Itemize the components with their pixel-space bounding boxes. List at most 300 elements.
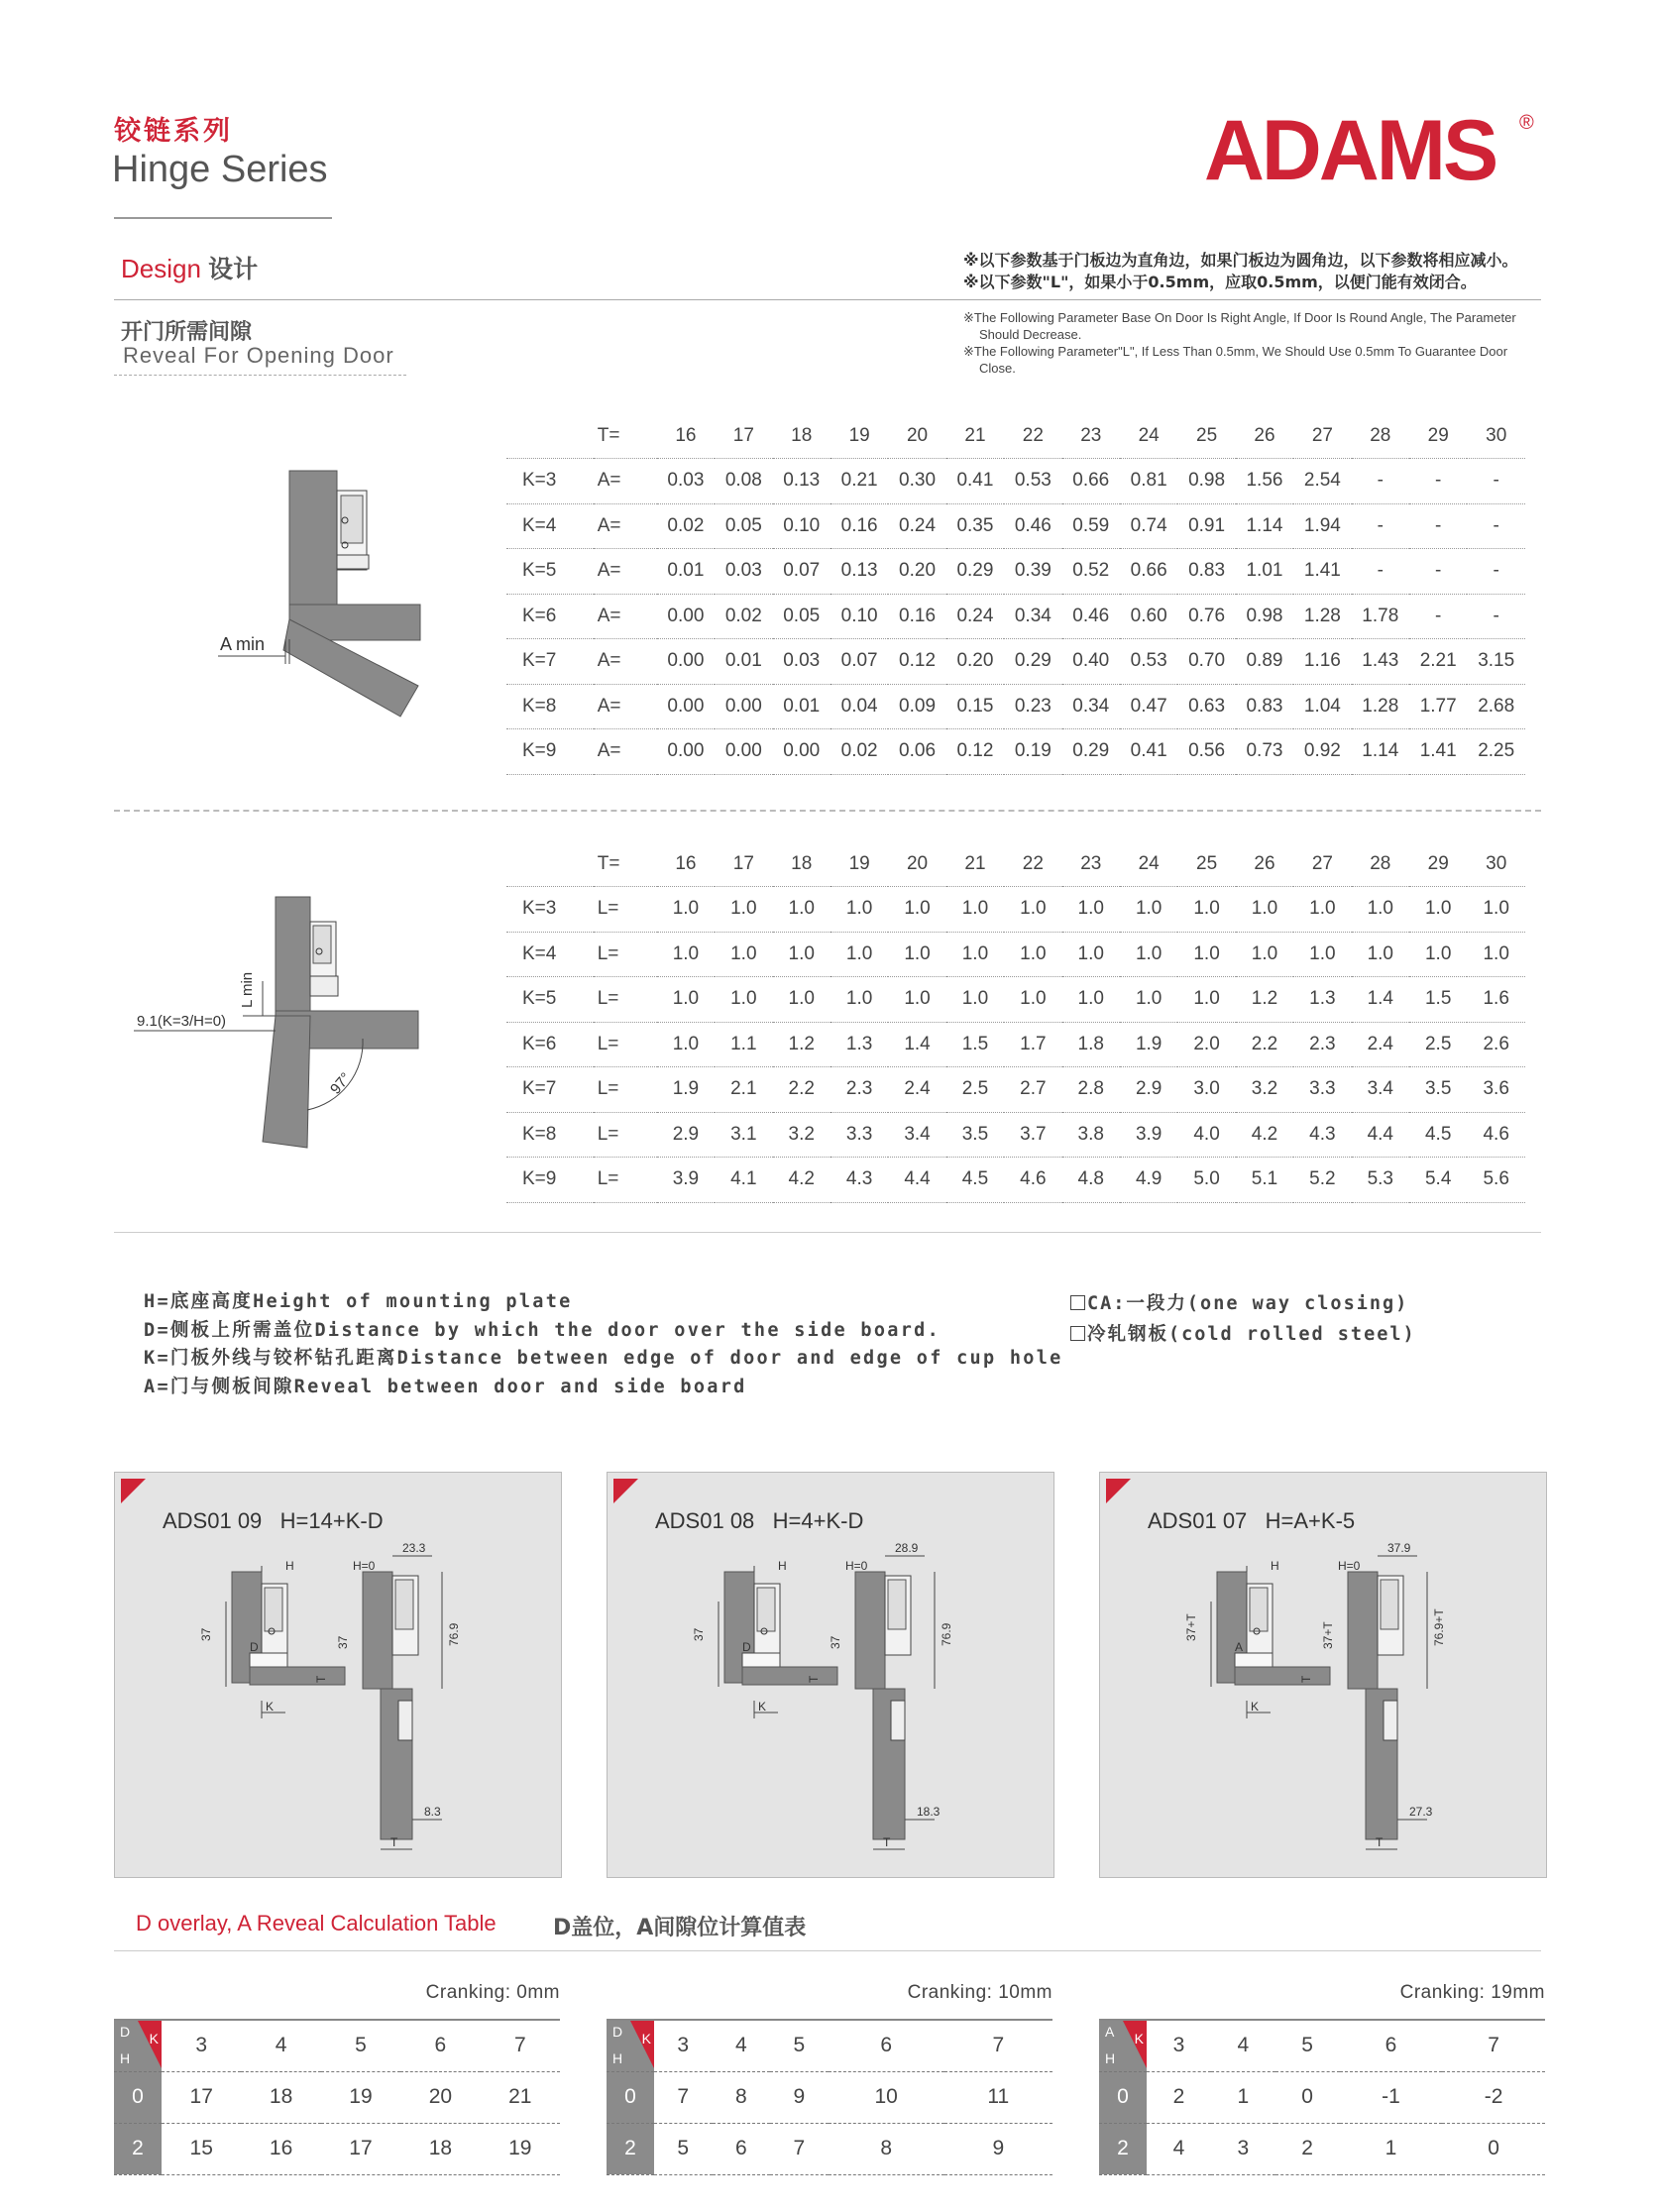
table-cell: 2.3 — [1293, 1022, 1351, 1067]
calc-cell: 1 — [1340, 2123, 1443, 2174]
table-cell: 0.09 — [888, 684, 945, 729]
table-row — [506, 1022, 1525, 1067]
dashed-separator — [114, 810, 1541, 812]
k-value: 4 — [241, 2020, 320, 2071]
calc-cell: 21 — [481, 2071, 560, 2123]
table-cell: 0.46 — [1004, 503, 1061, 549]
table-cell: 4.8 — [1062, 1158, 1120, 1203]
t-value: 20 — [888, 413, 945, 459]
table-cell: 2.2 — [773, 1067, 830, 1113]
h-value: 0 — [1099, 2071, 1147, 2123]
t-value: 25 — [1177, 413, 1235, 459]
table-cell: - — [1467, 549, 1525, 595]
calc-cell: 17 — [321, 2123, 400, 2174]
table-cell: 2.1 — [715, 1067, 772, 1113]
table-cell: 1.0 — [657, 1022, 715, 1067]
label-angle: 97° — [327, 1069, 355, 1098]
table-cell: 2.4 — [1352, 1022, 1409, 1067]
table-cell: 3.5 — [946, 1112, 1004, 1158]
table-cell: 4.2 — [1236, 1112, 1293, 1158]
k-label: K=4 — [506, 503, 594, 549]
calc-table — [114, 1982, 560, 2175]
table-row — [506, 503, 1525, 549]
corner-label-bottom: H — [612, 2050, 623, 2066]
table-cell: - — [1467, 594, 1525, 639]
k-value: 3 — [654, 2020, 713, 2071]
table-cell: 0.59 — [1062, 503, 1120, 549]
label-k: K — [758, 1700, 767, 1714]
table-cell: 1.0 — [773, 887, 830, 933]
table-cell: 1.28 — [1352, 684, 1409, 729]
table-cell: 4.5 — [946, 1158, 1004, 1203]
dim-height-right: 37 — [336, 1635, 350, 1649]
table-cell: 1.01 — [1236, 549, 1293, 595]
table-cell: 0.76 — [1177, 594, 1235, 639]
dim-top: 23.3 — [402, 1541, 426, 1555]
table-cell: 0.41 — [946, 459, 1004, 504]
table-cell: 4.0 — [1177, 1112, 1235, 1158]
legend-item-ca: CA:一段力(one way closing) — [1070, 1288, 1416, 1319]
divider — [114, 375, 406, 376]
calc-cell: 8 — [713, 2071, 771, 2123]
table-cell: 0.19 — [1004, 729, 1061, 775]
table-row — [506, 1112, 1525, 1158]
reveal-table-l — [506, 841, 1525, 1203]
table-cell: 0.40 — [1062, 639, 1120, 685]
table-cell: 5.6 — [1467, 1158, 1525, 1203]
table-cell: 3.4 — [888, 1112, 945, 1158]
table-cell: 1.0 — [1062, 887, 1120, 933]
table-cell: 1.0 — [1409, 887, 1467, 933]
note-en-2: ※The Following Parameter"L", If Less Than 0.5mm, We Should Use 0.5mm To Guarantee Door Close. — [963, 344, 1508, 376]
table-cell: - — [1352, 459, 1409, 504]
k-label: K=9 — [506, 1158, 594, 1203]
table-cell: 1.0 — [1236, 887, 1293, 933]
hinge-panel — [114, 1472, 562, 1878]
param-label: A= — [594, 549, 657, 595]
table-cell: 4.6 — [1467, 1112, 1525, 1158]
table-cell: 0.35 — [946, 503, 1004, 549]
table-cell: 1.0 — [1177, 887, 1235, 933]
table-cell: - — [1352, 503, 1409, 549]
table-cell: 0.53 — [1004, 459, 1061, 504]
t-value: 27 — [1293, 841, 1351, 887]
table-cell: 0.03 — [715, 549, 772, 595]
title-cn: 铰链系列 — [114, 116, 233, 147]
calc-cell: 6 — [713, 2123, 771, 2174]
reveal-diagram-a — [198, 456, 436, 723]
panel-formula: H=4+K-D — [772, 1508, 864, 1533]
table-cell: 1.0 — [657, 932, 715, 977]
calc-cell: 8 — [829, 2123, 944, 2174]
table-cell: 0.16 — [830, 503, 888, 549]
table-cell: 2.9 — [1120, 1067, 1177, 1113]
k-value: 3 — [1147, 2020, 1211, 2071]
title-en: Hinge Series — [112, 149, 328, 190]
table-cell: 0.83 — [1236, 684, 1293, 729]
table-cell: 1.7 — [1004, 1022, 1061, 1067]
table-cell: 4.1 — [715, 1158, 772, 1203]
table-cell: 0.98 — [1177, 459, 1235, 504]
label-h: H — [778, 1559, 787, 1573]
corner-label-top: D — [120, 2024, 131, 2040]
k-label: K=4 — [506, 932, 594, 977]
table-cell: 1.2 — [1236, 977, 1293, 1023]
checkbox-icon — [1070, 1295, 1085, 1310]
table-cell: 1.0 — [657, 887, 715, 933]
table-cell: 1.0 — [1120, 887, 1177, 933]
table-cell: 1.0 — [830, 887, 888, 933]
dim-height: 37 — [692, 1627, 706, 1641]
table-cell: 0.02 — [830, 729, 888, 775]
t-value: 22 — [1004, 413, 1061, 459]
calc-row — [607, 2123, 1052, 2174]
table-cell: 0.81 — [1120, 459, 1177, 504]
table-cell: 0.12 — [888, 639, 945, 685]
table-cell: 1.0 — [1352, 932, 1409, 977]
table-cell: - — [1467, 459, 1525, 504]
table-cell: - — [1409, 549, 1467, 595]
k-value: 3 — [162, 2020, 241, 2071]
table-cell: 1.0 — [946, 977, 1004, 1023]
table-cell: 4.6 — [1004, 1158, 1061, 1203]
table-cell: 0.66 — [1062, 459, 1120, 504]
table-cell: 1.5 — [1409, 977, 1467, 1023]
corner-label-bottom: H — [120, 2050, 131, 2066]
table-cell: 3.2 — [773, 1112, 830, 1158]
divider — [114, 217, 332, 219]
table-cell: 2.54 — [1293, 459, 1351, 504]
table-cell: 1.94 — [1293, 503, 1351, 549]
table-cell: 1.4 — [888, 1022, 945, 1067]
table-cell: 1.3 — [830, 1022, 888, 1067]
table-cell: 5.0 — [1177, 1158, 1235, 1203]
calc-cell: 11 — [944, 2071, 1052, 2123]
label-k: K — [1251, 1700, 1260, 1714]
table-cell: 3.9 — [657, 1158, 715, 1203]
note-cn-1: ※以下参数基于门板边为直角边，如果门板边为圆角边，以下参数将相应减小。 — [963, 251, 1518, 270]
param-label: A= — [594, 729, 657, 775]
k-label: K=3 — [506, 459, 594, 504]
table-cell: - — [1409, 503, 1467, 549]
table-cell: 2.21 — [1409, 639, 1467, 685]
label-h0: H=0 — [353, 1559, 376, 1573]
label-k: K — [266, 1700, 275, 1714]
cranking-label: Cranking: 19mm — [1399, 1982, 1545, 2003]
k-label: K=6 — [506, 1022, 594, 1067]
t-value: 30 — [1467, 413, 1525, 459]
param-label: L= — [594, 1022, 657, 1067]
table-cell: 0.63 — [1177, 684, 1235, 729]
k-label: K=9 — [506, 729, 594, 775]
t-value: 26 — [1236, 841, 1293, 887]
table-cell: 1.8 — [1062, 1022, 1120, 1067]
table-cell: 0.00 — [773, 729, 830, 775]
table-cell: 2.4 — [888, 1067, 945, 1113]
label-a-min: A min — [220, 634, 266, 654]
registered-mark: ® — [1519, 112, 1534, 134]
calc-cell: 9 — [944, 2123, 1052, 2174]
table-cell: 0.05 — [715, 503, 772, 549]
calc-row — [114, 2123, 560, 2174]
table-cell: - — [1467, 503, 1525, 549]
panel-code: ADS01 09 — [163, 1508, 263, 1533]
table-cell: 0.39 — [1004, 549, 1061, 595]
definition-line: D=侧板上所需盖位Distance by which the door over the side board. — [144, 1319, 941, 1341]
table-cell: 3.15 — [1467, 639, 1525, 685]
calc-cell: -1 — [1340, 2071, 1443, 2123]
t-value: 28 — [1352, 413, 1409, 459]
table-cell: 1.16 — [1293, 639, 1351, 685]
table-cell: 1.9 — [657, 1067, 715, 1113]
t-value: 19 — [830, 841, 888, 887]
t-value: 19 — [830, 413, 888, 459]
table-cell: - — [1352, 549, 1409, 595]
table-cell: 1.0 — [888, 887, 945, 933]
table-cell: 1.0 — [715, 887, 772, 933]
t-value: 21 — [946, 841, 1004, 887]
table-cell: 1.3 — [1293, 977, 1351, 1023]
table-cell: 0.20 — [946, 639, 1004, 685]
param-label: L= — [594, 932, 657, 977]
table-cell: 0.60 — [1120, 594, 1177, 639]
definitions — [144, 1288, 1063, 1401]
h-value: 0 — [114, 2071, 162, 2123]
calc-table — [1099, 1982, 1545, 2175]
h-value: 0 — [607, 2071, 654, 2123]
table-cell: 3.0 — [1177, 1067, 1235, 1113]
table-row — [506, 594, 1525, 639]
calc-row — [114, 2071, 560, 2123]
table-cell: 0.10 — [773, 503, 830, 549]
k-value: 6 — [1340, 2020, 1443, 2071]
table-cell: 0.89 — [1236, 639, 1293, 685]
table-cell: 1.0 — [1467, 887, 1525, 933]
t-value: 17 — [715, 841, 772, 887]
dim-side: 76.9+T — [1432, 1608, 1446, 1646]
param-label: L= — [594, 887, 657, 933]
calc-grid — [1099, 2019, 1545, 2175]
calc-row — [607, 2071, 1052, 2123]
table-cell: 0.23 — [1004, 684, 1061, 729]
table-cell: 0.70 — [1177, 639, 1235, 685]
table-cell: 1.0 — [773, 977, 830, 1023]
table-cell: 0.24 — [888, 503, 945, 549]
label-t: T — [1376, 1835, 1384, 1849]
table-cell: 1.0 — [1062, 932, 1120, 977]
table-cell: 4.4 — [1352, 1112, 1409, 1158]
table-cell: 0.01 — [715, 639, 772, 685]
table-cell: 1.0 — [1177, 977, 1235, 1023]
table-cell: 0.05 — [773, 594, 830, 639]
table-cell: 3.6 — [1467, 1067, 1525, 1113]
table-cell: 3.5 — [1409, 1067, 1467, 1113]
table-cell: 1.0 — [773, 932, 830, 977]
table-cell: 0.10 — [830, 594, 888, 639]
table-row — [506, 684, 1525, 729]
table-cell: 1.77 — [1409, 684, 1467, 729]
reveal-heading-cn: 开门所需间隙 — [121, 320, 253, 345]
k-value: 6 — [829, 2020, 944, 2071]
k-value: 7 — [944, 2020, 1052, 2071]
table-cell: 1.0 — [888, 977, 945, 1023]
corner-label-top: A — [1105, 2024, 1115, 2040]
notes-en — [963, 309, 1538, 377]
table-cell: 2.6 — [1467, 1022, 1525, 1067]
t-value: 23 — [1062, 841, 1120, 887]
calc-cell: 18 — [241, 2071, 320, 2123]
table-cell: 1.4 — [1352, 977, 1409, 1023]
table-cell: 1.0 — [715, 932, 772, 977]
calc-cell: 3 — [1211, 2123, 1275, 2174]
table-cell: 5.4 — [1409, 1158, 1467, 1203]
t-value: 23 — [1062, 413, 1120, 459]
table-cell: 1.0 — [1004, 977, 1061, 1023]
label-d: D — [250, 1640, 259, 1654]
param-label: A= — [594, 459, 657, 504]
table-cell: 1.14 — [1236, 503, 1293, 549]
t-value: 28 — [1352, 841, 1409, 887]
dim-side: 76.9 — [940, 1622, 953, 1646]
table-row — [506, 459, 1525, 504]
calc-cell: 2 — [1275, 2123, 1340, 2174]
table-cell: 0.74 — [1120, 503, 1177, 549]
label-h0: H=0 — [1338, 1559, 1361, 1573]
table-cell: 5.1 — [1236, 1158, 1293, 1203]
t-value: 30 — [1467, 841, 1525, 887]
table-cell: 0.98 — [1236, 594, 1293, 639]
table-cell: 2.7 — [1004, 1067, 1061, 1113]
k-label: K=7 — [506, 1067, 594, 1113]
table-cell: 1.0 — [715, 977, 772, 1023]
table-row — [506, 887, 1525, 933]
corner-label-k: K — [149, 2031, 159, 2046]
table-cell: 1.9 — [1120, 1022, 1177, 1067]
divider — [114, 1950, 1541, 1951]
table-cell: 1.43 — [1352, 639, 1409, 685]
table-cell: 1.0 — [946, 932, 1004, 977]
panel-code: ADS01 08 — [655, 1508, 755, 1533]
h-value: 2 — [114, 2123, 162, 2174]
table-cell: 1.0 — [1120, 977, 1177, 1023]
table-row — [506, 639, 1525, 685]
table-cell: 2.5 — [946, 1067, 1004, 1113]
calc-cell: 15 — [162, 2123, 241, 2174]
table-cell: 1.28 — [1293, 594, 1351, 639]
dim-bottom: 27.3 — [1409, 1805, 1433, 1819]
label-d: D — [742, 1640, 751, 1654]
table-cell: 1.0 — [830, 977, 888, 1023]
table-cell: 1.1 — [715, 1022, 772, 1067]
k-label: K=5 — [506, 549, 594, 595]
checkbox-icon — [1070, 1326, 1085, 1341]
table-cell: 0.01 — [657, 549, 715, 595]
table-cell: 5.3 — [1352, 1158, 1409, 1203]
dim-height: 37+T — [1184, 1613, 1198, 1641]
t-value: 16 — [657, 841, 715, 887]
calc-cell: 19 — [481, 2123, 560, 2174]
table-row — [506, 1158, 1525, 1203]
table-cell: 4.9 — [1120, 1158, 1177, 1203]
t-value: 24 — [1120, 841, 1177, 887]
definition-line: A=门与侧板间隙Reveal between door and side board — [144, 1376, 747, 1397]
definition-line: H=底座高度Height of mounting plate — [144, 1291, 573, 1312]
hinge-panel — [607, 1472, 1054, 1878]
k-label: K=3 — [506, 887, 594, 933]
dim-bottom: 18.3 — [917, 1805, 941, 1819]
table-cell: 1.14 — [1352, 729, 1409, 775]
table-cell: 0.66 — [1120, 549, 1177, 595]
legend — [1070, 1288, 1416, 1350]
label-d: A — [1235, 1640, 1244, 1654]
note-cn-2: ※以下参数"L"，如果小于0.5mm，应取0.5mm，以便门能有效闭合。 — [963, 273, 1477, 291]
calc-title-cn: D盖位，A间隙位计算值表 — [553, 1916, 807, 1940]
k-value: 7 — [481, 2020, 560, 2071]
table-cell: 1.0 — [1004, 932, 1061, 977]
table-cell: 0.15 — [946, 684, 1004, 729]
k-value: 4 — [713, 2020, 771, 2071]
label-distance: 9.1(K=3/H=0) — [137, 1013, 227, 1030]
table-cell: 1.0 — [657, 977, 715, 1023]
table-cell: 0.46 — [1062, 594, 1120, 639]
k-label: K=7 — [506, 639, 594, 685]
k-label: K=8 — [506, 684, 594, 729]
dim-side: 76.9 — [447, 1622, 461, 1646]
reveal-table-a — [506, 413, 1525, 775]
calc-cell: 17 — [162, 2071, 241, 2123]
note-en-1: ※The Following Parameter Base On Door Is Right Angle, If Door Is Round Angle, The Parameter Should Decrease. — [963, 310, 1516, 342]
t-value: 24 — [1120, 413, 1177, 459]
k-value: 6 — [400, 2020, 480, 2071]
table-cell: 1.78 — [1352, 594, 1409, 639]
table-cell: 0.08 — [715, 459, 772, 504]
table-cell: 1.0 — [946, 887, 1004, 933]
t-label: T= — [594, 841, 657, 887]
table-cell: 2.68 — [1467, 684, 1525, 729]
table-cell: 1.0 — [1293, 887, 1351, 933]
k-label: K=6 — [506, 594, 594, 639]
table-cell: 1.2 — [773, 1022, 830, 1067]
corner-label-top: D — [612, 2024, 623, 2040]
table-cell: 0.00 — [715, 729, 772, 775]
param-label: L= — [594, 1158, 657, 1203]
param-label: A= — [594, 503, 657, 549]
table-cell: 1.6 — [1467, 977, 1525, 1023]
table-cell: 1.0 — [1236, 932, 1293, 977]
label-h: H — [285, 1559, 294, 1573]
table-cell: 0.00 — [657, 729, 715, 775]
table-cell: 0.91 — [1177, 503, 1235, 549]
table-cell: 0.07 — [830, 639, 888, 685]
k-value: 5 — [1275, 2020, 1340, 2071]
table-corner — [506, 841, 594, 887]
table-cell: 1.0 — [830, 932, 888, 977]
calc-grid — [114, 2019, 560, 2175]
table-cell: 1.0 — [1409, 932, 1467, 977]
param-label: L= — [594, 1112, 657, 1158]
calc-cell: 7 — [770, 2123, 829, 2174]
table-cell: 1.0 — [1467, 932, 1525, 977]
dim-top: 37.9 — [1387, 1541, 1411, 1555]
param-label: L= — [594, 977, 657, 1023]
table-cell: 0.53 — [1120, 639, 1177, 685]
k-label: K=8 — [506, 1112, 594, 1158]
hinge-drawing — [1100, 1473, 1548, 1879]
divider — [114, 1232, 1541, 1233]
table-cell: 3.1 — [715, 1112, 772, 1158]
t-value: 27 — [1293, 413, 1351, 459]
table-cell: 0.20 — [888, 549, 945, 595]
